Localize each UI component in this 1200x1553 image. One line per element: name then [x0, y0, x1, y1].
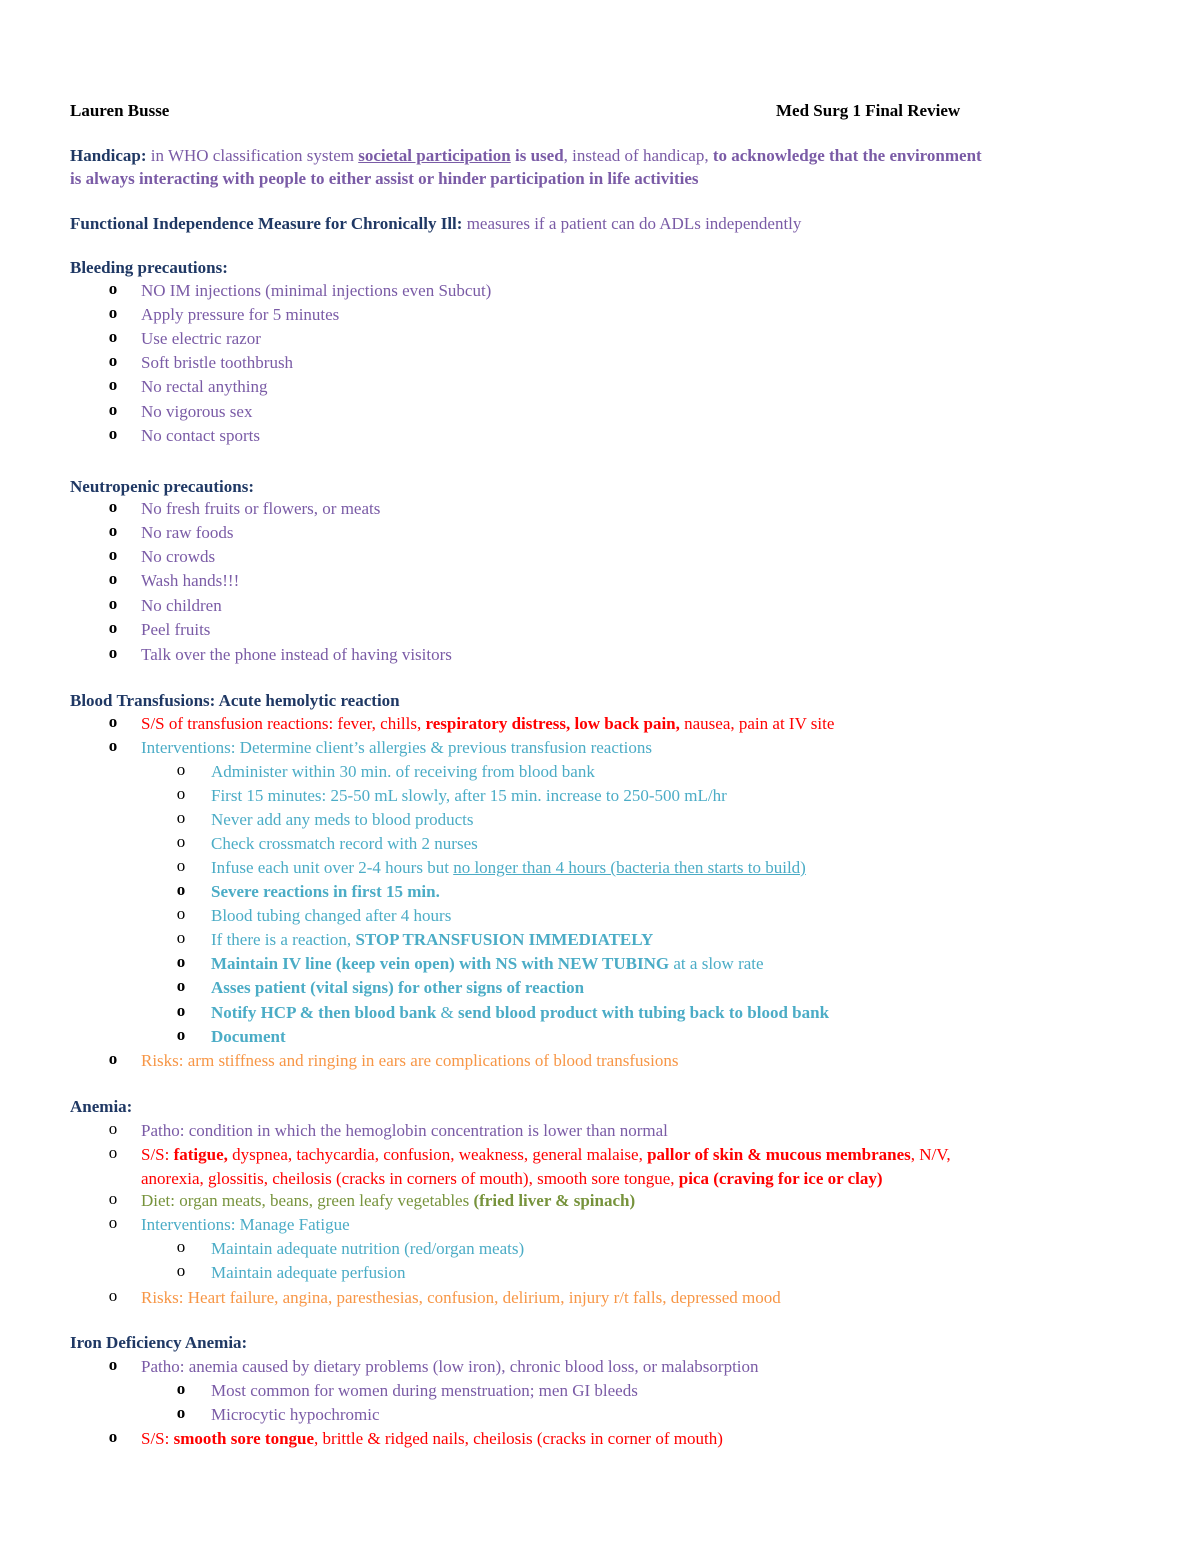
bullet-marker: o — [108, 643, 118, 662]
bullet-marker: o — [108, 400, 118, 419]
bullet-marker: o — [108, 1427, 118, 1446]
bullet-marker: o — [108, 1049, 118, 1068]
transfusion-interventions: Interventions: Determine client’s allergies & previous transfusion reactions — [141, 738, 652, 757]
sub-bullet-marker: o — [176, 1001, 186, 1020]
sub-bullet-marker: o — [176, 1025, 186, 1044]
list-item: First 15 minutes: 25-50 mL slowly, after 15 min. increase to 250-500 mL/hr — [211, 786, 727, 805]
anemia-ss-line-2: anorexia, glossitis, cheilosis (cracks in corners of mouth), smooth sore tongue, pica (craving for ice or clay) — [141, 1169, 883, 1188]
list-item: Blood tubing changed after 4 hours — [211, 906, 452, 925]
anemia-heading: Anemia: — [70, 1097, 133, 1116]
bullet-marker: o — [108, 351, 118, 370]
sub-bullet-marker: o — [176, 1403, 186, 1422]
list-item: Peel fruits — [141, 620, 211, 639]
list-item: Check crossmatch record with 2 nurses — [211, 834, 478, 853]
list-item: No vigorous sex — [141, 402, 253, 421]
fim-term: Functional Independence Measure for Chronically Ill: — [70, 214, 463, 233]
bullet-marker: o — [108, 1143, 118, 1162]
document-title: Med Surg 1 Final Review — [776, 101, 961, 120]
list-item: Soft bristle toothbrush — [141, 353, 294, 372]
sub-bullet-marker: o — [176, 856, 186, 875]
bullet-marker: o — [108, 712, 118, 731]
bullet-marker: o — [108, 327, 118, 346]
list-item: Severe reactions in first 15 min. — [211, 882, 440, 901]
list-item: Maintain adequate nutrition (red/organ meats) — [211, 1239, 525, 1258]
handicap-term: Handicap: — [70, 146, 147, 165]
list-item: Document — [211, 1027, 286, 1046]
list-item: Administer within 30 min. of receiving from blood bank — [211, 762, 595, 781]
list-item: No rectal anything — [141, 377, 268, 396]
list-item: No raw foods — [141, 523, 234, 542]
neutropenic-heading: Neutropenic precautions: — [70, 477, 255, 496]
list-item: No crowds — [141, 547, 216, 566]
sub-bullet-marker: o — [176, 1379, 186, 1398]
list-item: Never add any meds to blood products — [211, 810, 474, 829]
bullet-marker: o — [108, 1355, 118, 1374]
iron-patho: Patho: anemia caused by dietary problems (low iron), chronic blood loss, or malabsorption — [141, 1357, 759, 1376]
bleeding-heading: Bleeding precautions: — [70, 258, 228, 277]
list-item: Most common for women during menstruation; men GI bleeds — [211, 1381, 638, 1400]
bullet-marker: o — [108, 1189, 118, 1208]
list-item: Talk over the phone instead of having visitors — [141, 645, 452, 664]
sub-bullet-marker: o — [176, 760, 186, 779]
bullet-marker: o — [108, 303, 118, 322]
transfusion-risks: Risks: arm stiffness and ringing in ears are complications of blood transfusions — [141, 1051, 679, 1070]
bullet-marker: o — [108, 375, 118, 394]
sub-bullet-marker: o — [176, 976, 186, 995]
anemia-diet: Diet: organ meats, beans, green leafy vegetables (fried liver & spinach) — [141, 1191, 636, 1210]
list-item: No children — [141, 596, 222, 615]
sub-bullet-marker: o — [176, 928, 186, 947]
anemia-patho: Patho: condition in which the hemoglobin concentration is lower than normal — [141, 1121, 668, 1140]
list-item: Microcytic hypochromic — [211, 1405, 380, 1424]
anemia-risks: Risks: Heart failure, angina, paresthesias, confusion, delirium, injury r/t falls, depressed mood — [141, 1288, 781, 1307]
bullet-marker: o — [108, 618, 118, 637]
sub-bullet-marker: o — [176, 880, 186, 899]
bullet-marker: o — [108, 279, 118, 298]
sub-bullet-marker: o — [176, 952, 186, 971]
list-item: Notify HCP & then blood bank & send blood product with tubing back to blood bank — [211, 1003, 830, 1022]
bullet-marker: o — [108, 545, 118, 564]
list-item: No fresh fruits or flowers, or meats — [141, 499, 381, 518]
bullet-marker: o — [108, 1286, 118, 1305]
list-item: Apply pressure for 5 minutes — [141, 305, 340, 324]
bullet-marker: o — [108, 569, 118, 588]
sub-bullet-marker: o — [176, 808, 186, 827]
anemia-interventions: Interventions: Manage Fatigue — [141, 1215, 350, 1234]
handicap-line-1: Handicap: in WHO classification system societal participation is used, instead of handicap, to acknowledge that the environment — [70, 146, 982, 165]
list-item: NO IM injections (minimal injections even Subcut) — [141, 281, 492, 300]
list-item: Wash hands!!! — [141, 571, 240, 590]
bullet-marker: o — [108, 736, 118, 755]
list-item: Use electric razor — [141, 329, 261, 348]
list-item: If there is a reaction, STOP TRANSFUSION IMMEDIATELY — [211, 930, 654, 949]
sub-bullet-marker: o — [176, 1237, 186, 1256]
sub-bullet-marker: o — [176, 904, 186, 923]
author-name: Lauren Busse — [70, 101, 170, 120]
list-item: Maintain adequate perfusion — [211, 1263, 406, 1282]
societal-participation-term: societal participation — [358, 146, 511, 165]
bullet-marker: o — [108, 1213, 118, 1232]
transfusion-ss: S/S of transfusion reactions: fever, chills, respiratory distress, low back pain, nausea, pain at IV site — [141, 714, 835, 733]
bullet-marker: o — [108, 521, 118, 540]
transfusion-heading: Blood Transfusions: Acute hemolytic reaction — [70, 691, 400, 710]
fim-line: Functional Independence Measure for Chronically Ill: measures if a patient can do ADLs independently — [70, 214, 802, 233]
list-item: No contact sports — [141, 426, 260, 445]
iron-ss: S/S: smooth sore tongue, brittle & ridged nails, cheilosis (cracks in corner of mouth) — [141, 1429, 723, 1448]
list-item: Asses patient (vital signs) for other signs of reaction — [211, 978, 585, 997]
sub-bullet-marker: o — [176, 784, 186, 803]
list-item: Infuse each unit over 2-4 hours but no longer than 4 hours (bacteria then starts to build) — [211, 858, 806, 877]
sub-bullet-marker: o — [176, 832, 186, 851]
bullet-marker: o — [108, 594, 118, 613]
bullet-marker: o — [108, 424, 118, 443]
bullet-marker: o — [108, 1119, 118, 1138]
anemia-ss-line-1: S/S: fatigue, dyspnea, tachycardia, confusion, weakness, general malaise, pallor of skin & mucous membranes, N/V, — [141, 1145, 951, 1164]
iron-heading: Iron Deficiency Anemia: — [70, 1333, 248, 1352]
bullet-marker: o — [108, 497, 118, 516]
sub-bullet-marker: o — [176, 1261, 186, 1280]
list-item: Maintain IV line (keep vein open) with NS with NEW TUBING at a slow rate — [211, 954, 764, 973]
handicap-line-2: is always interacting with people to either assist or hinder participation in life activities — [70, 169, 699, 188]
